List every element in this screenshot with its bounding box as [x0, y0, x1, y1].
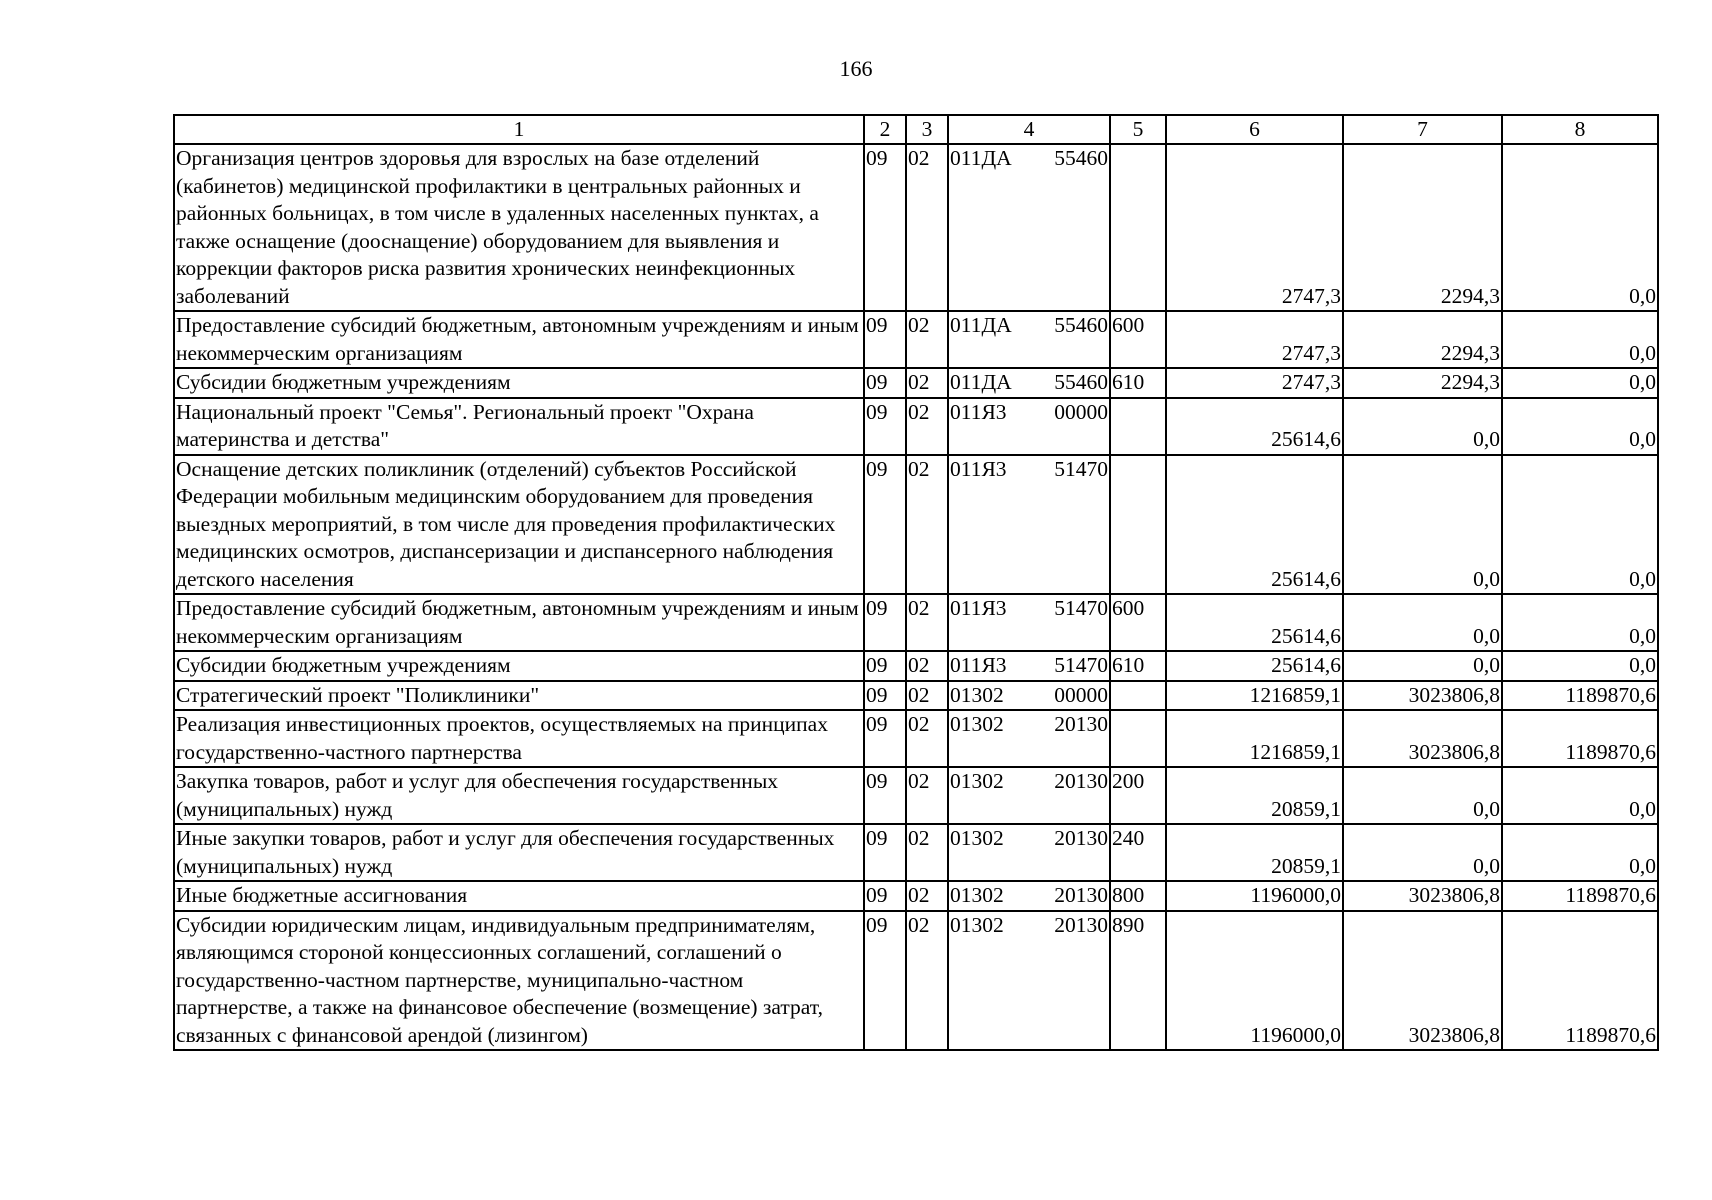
section-code-cell: 09 [864, 594, 906, 651]
target-article-suffix: 51470 [1054, 653, 1108, 677]
row-name-cell: Предоставление субсидий бюджетным, автономным учреждениям и иным некоммерческим организациям [174, 594, 864, 651]
section-code-cell: 09 [864, 824, 906, 881]
table-row [174, 710, 1658, 767]
row-name-cell: Национальный проект "Семья". Региональный проект "Охрана материнства и детства" [174, 398, 864, 455]
value-col-6-cell: 1196000,0 [1166, 911, 1343, 1051]
expense-type-cell: 800 [1110, 881, 1166, 911]
target-article-cell [948, 681, 1110, 711]
value-col-8-cell: 1189870,6 [1502, 911, 1658, 1051]
target-article-suffix: 55460 [1054, 146, 1108, 170]
table-row [174, 144, 1658, 311]
value-col-6-cell: 20859,1 [1166, 767, 1343, 824]
row-name-cell: Субсидии бюджетным учреждениям [174, 651, 864, 681]
target-article-prefix: 01302 [950, 883, 1004, 907]
value-col-7-cell: 3023806,8 [1343, 881, 1502, 911]
target-article-cell [948, 398, 1110, 455]
subsection-code-cell: 02 [906, 710, 948, 767]
subsection-code-cell: 02 [906, 824, 948, 881]
target-article-cell [948, 368, 1110, 398]
target-article-cell [948, 144, 1110, 311]
value-col-8-cell: 0,0 [1502, 824, 1658, 881]
subsection-code-cell: 02 [906, 144, 948, 311]
row-name-cell: Оснащение детских поликлиник (отделений) субъектов Российской Федерации мобильным медицинским оборудованием для проведения выездных мероприятий, в том числе для проведения профилактических медицинских осмотров, диспансеризации и диспансерного наблюдения детского населения [174, 455, 864, 595]
value-col-7-cell: 0,0 [1343, 767, 1502, 824]
target-article-cell [948, 311, 1110, 368]
target-article-cell [948, 911, 1110, 1051]
header-col-2: 2 [864, 115, 906, 144]
value-col-7-cell: 0,0 [1343, 824, 1502, 881]
section-code-cell: 09 [864, 311, 906, 368]
target-article-suffix: 20130 [1054, 769, 1108, 793]
table-row [174, 455, 1658, 595]
value-col-6-cell: 2747,3 [1166, 311, 1343, 368]
value-col-7-cell: 3023806,8 [1343, 681, 1502, 711]
target-article-cell [948, 594, 1110, 651]
subsection-code-cell: 02 [906, 651, 948, 681]
table-row [174, 681, 1658, 711]
table-row [174, 881, 1658, 911]
header-col-3: 3 [906, 115, 948, 144]
section-code-cell: 09 [864, 881, 906, 911]
target-article-suffix: 20130 [1054, 712, 1108, 736]
section-code-cell: 09 [864, 398, 906, 455]
row-name-cell: Субсидии юридическим лицам, индивидуальным предпринимателям, являющимся стороной концессионных соглашений, соглашений о государственно-частном партнерстве, муниципально-частном партнерстве, а также на финансовое обеспечение (возмещение) затрат, связанных с финансовой арендой (лизингом) [174, 911, 864, 1051]
header-col-1: 1 [174, 115, 864, 144]
expense-type-cell [1110, 455, 1166, 595]
table-row [174, 398, 1658, 455]
value-col-7-cell: 2294,3 [1343, 368, 1502, 398]
section-code-cell: 09 [864, 681, 906, 711]
value-col-7-cell: 3023806,8 [1343, 710, 1502, 767]
value-col-6-cell: 2747,3 [1166, 368, 1343, 398]
section-code-cell: 09 [864, 651, 906, 681]
target-article-prefix: 01302 [950, 769, 1004, 793]
value-col-6-cell: 25614,6 [1166, 594, 1343, 651]
header-col-5: 5 [1110, 115, 1166, 144]
subsection-code-cell: 02 [906, 767, 948, 824]
target-article-prefix: 011ДА [950, 146, 1012, 170]
expense-type-cell: 240 [1110, 824, 1166, 881]
row-name-cell: Реализация инвестиционных проектов, осуществляемых на принципах государственно-частного партнерства [174, 710, 864, 767]
subsection-code-cell: 02 [906, 881, 948, 911]
value-col-8-cell: 1189870,6 [1502, 681, 1658, 711]
target-article-cell [948, 455, 1110, 595]
row-name-cell: Иные закупки товаров, работ и услуг для обеспечения государственных (муниципальных) нужд [174, 824, 864, 881]
subsection-code-cell: 02 [906, 681, 948, 711]
target-article-cell [948, 824, 1110, 881]
target-article-prefix: 011Я3 [950, 653, 1007, 677]
row-name-cell: Предоставление субсидий бюджетным, автономным учреждениям и иным некоммерческим организациям [174, 311, 864, 368]
value-col-6-cell: 1196000,0 [1166, 881, 1343, 911]
value-col-6-cell: 20859,1 [1166, 824, 1343, 881]
value-col-7-cell: 3023806,8 [1343, 911, 1502, 1051]
value-col-8-cell: 0,0 [1502, 594, 1658, 651]
subsection-code-cell: 02 [906, 398, 948, 455]
header-col-8: 8 [1502, 115, 1658, 144]
expense-type-cell: 600 [1110, 311, 1166, 368]
target-article-cell [948, 710, 1110, 767]
expense-type-cell: 600 [1110, 594, 1166, 651]
table-row [174, 824, 1658, 881]
value-col-8-cell: 1189870,6 [1502, 710, 1658, 767]
value-col-6-cell: 2747,3 [1166, 144, 1343, 311]
expense-type-cell [1110, 398, 1166, 455]
row-name-cell: Иные бюджетные ассигнования [174, 881, 864, 911]
value-col-8-cell: 0,0 [1502, 144, 1658, 311]
header-col-7: 7 [1343, 115, 1502, 144]
value-col-8-cell: 0,0 [1502, 368, 1658, 398]
expense-type-cell [1110, 710, 1166, 767]
target-article-suffix: 51470 [1054, 596, 1108, 620]
value-col-7-cell: 2294,3 [1343, 311, 1502, 368]
section-code-cell: 09 [864, 144, 906, 311]
expense-type-cell [1110, 144, 1166, 311]
value-col-8-cell: 0,0 [1502, 767, 1658, 824]
value-col-6-cell: 25614,6 [1166, 398, 1343, 455]
value-col-8-cell: 0,0 [1502, 455, 1658, 595]
expense-type-cell: 610 [1110, 651, 1166, 681]
expense-type-cell: 200 [1110, 767, 1166, 824]
expense-type-cell: 610 [1110, 368, 1166, 398]
subsection-code-cell: 02 [906, 368, 948, 398]
row-name-cell: Организация центров здоровья для взрослых на базе отделений (кабинетов) медицинской профилактики в центральных районных и районных больницах, в том числе в удаленных населенных пунктах, а также оснащение (дооснащение) оборудованием для выявления и коррекции факторов риска развития хронических неинфекционных заболеваний [174, 144, 864, 311]
value-col-6-cell: 1216859,1 [1166, 710, 1343, 767]
value-col-7-cell: 0,0 [1343, 455, 1502, 595]
table-row [174, 368, 1658, 398]
target-article-prefix: 011ДА [950, 313, 1012, 337]
target-article-suffix: 00000 [1054, 682, 1108, 707]
value-col-7-cell: 0,0 [1343, 398, 1502, 455]
row-name-cell: Закупка товаров, работ и услуг для обеспечения государственных (муниципальных) нужд [174, 767, 864, 824]
value-col-8-cell: 0,0 [1502, 651, 1658, 681]
section-code-cell: 09 [864, 455, 906, 595]
budget-table [173, 114, 1659, 1051]
target-article-prefix: 01302 [950, 912, 1004, 937]
value-col-8-cell: 0,0 [1502, 311, 1658, 368]
target-article-cell [948, 767, 1110, 824]
target-article-prefix: 011Я3 [950, 596, 1007, 620]
target-article-suffix: 00000 [1054, 399, 1108, 424]
target-article-prefix: 01302 [950, 682, 1004, 707]
table-row [174, 594, 1658, 651]
table-row [174, 651, 1658, 681]
subsection-code-cell: 02 [906, 911, 948, 1051]
page-number: 166 [839, 56, 873, 81]
value-col-6-cell: 1216859,1 [1166, 681, 1343, 711]
value-col-7-cell: 2294,3 [1343, 144, 1502, 311]
value-col-7-cell: 0,0 [1343, 651, 1502, 681]
section-code-cell: 09 [864, 368, 906, 398]
header-col-6: 6 [1166, 115, 1343, 144]
value-col-6-cell: 25614,6 [1166, 651, 1343, 681]
target-article-suffix: 55460 [1054, 313, 1108, 337]
section-code-cell: 09 [864, 710, 906, 767]
subsection-code-cell: 02 [906, 594, 948, 651]
subsection-code-cell: 02 [906, 311, 948, 368]
target-article-prefix: 011Я3 [950, 456, 1007, 481]
target-article-suffix: 20130 [1054, 883, 1108, 907]
row-name-cell: Субсидии бюджетным учреждениям [174, 368, 864, 398]
table-row [174, 311, 1658, 368]
section-code-cell: 09 [864, 767, 906, 824]
target-article-prefix: 01302 [950, 826, 1004, 850]
value-col-6-cell: 25614,6 [1166, 455, 1343, 595]
header-col-4: 4 [948, 115, 1110, 144]
target-article-cell [948, 651, 1110, 681]
table-row [174, 911, 1658, 1051]
target-article-prefix: 011ДА [950, 370, 1012, 394]
expense-type-cell: 890 [1110, 911, 1166, 1051]
target-article-prefix: 01302 [950, 712, 1004, 736]
table-body [174, 144, 1658, 1050]
header-row [174, 115, 1658, 144]
target-article-prefix: 011Я3 [950, 399, 1007, 424]
expense-type-cell [1110, 681, 1166, 711]
target-article-suffix: 55460 [1054, 370, 1108, 394]
subsection-code-cell: 02 [906, 455, 948, 595]
value-col-7-cell: 0,0 [1343, 594, 1502, 651]
table-row [174, 767, 1658, 824]
section-code-cell: 09 [864, 911, 906, 1051]
value-col-8-cell: 0,0 [1502, 398, 1658, 455]
value-col-8-cell: 1189870,6 [1502, 881, 1658, 911]
target-article-suffix: 20130 [1054, 912, 1108, 937]
target-article-suffix: 20130 [1054, 826, 1108, 850]
target-article-suffix: 51470 [1054, 456, 1108, 481]
target-article-cell [948, 881, 1110, 911]
row-name-cell: Стратегический проект "Поликлиники" [174, 681, 864, 711]
